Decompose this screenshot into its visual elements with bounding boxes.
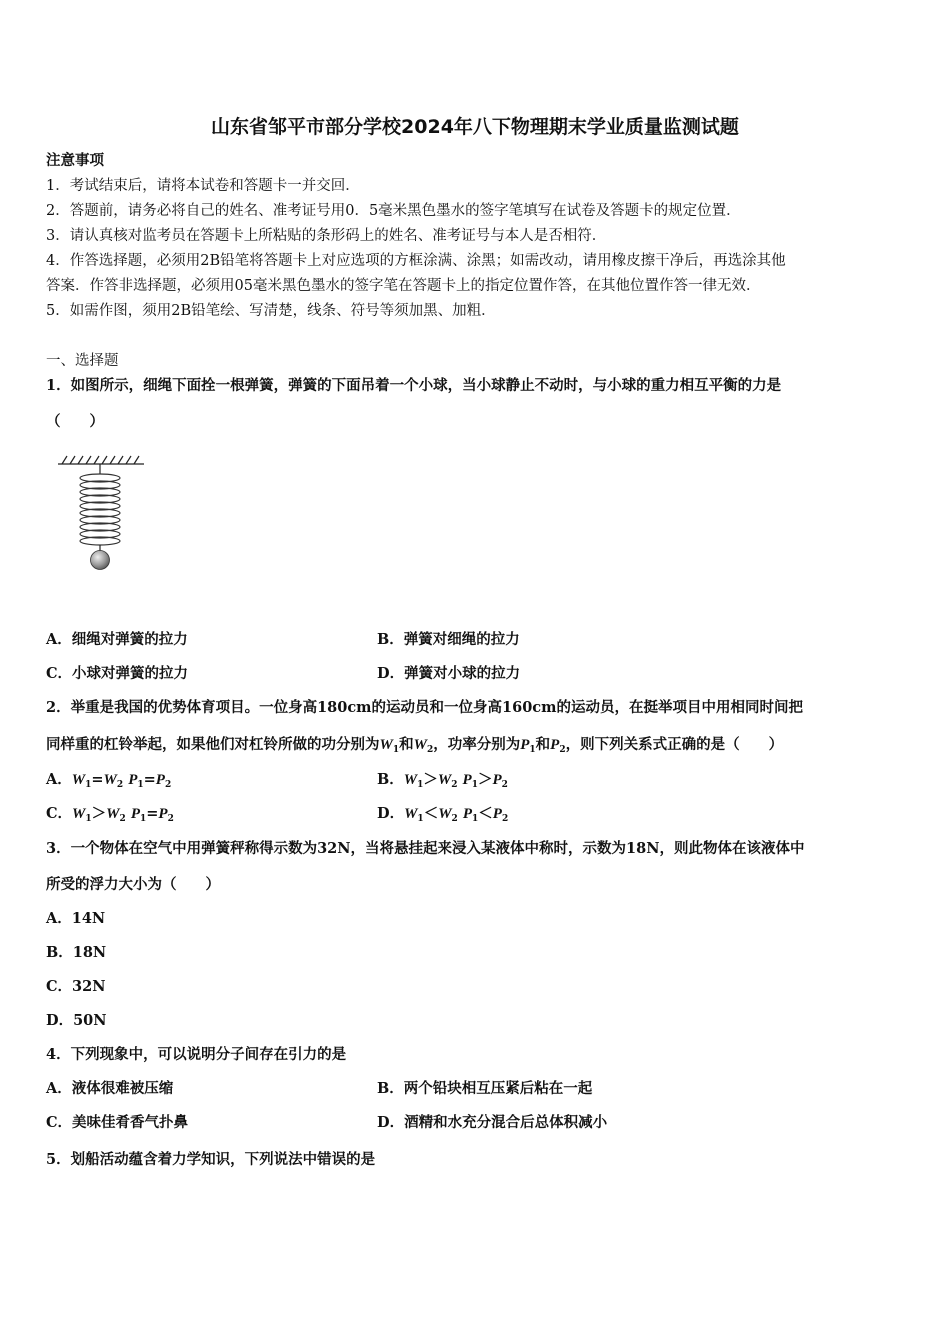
notice-line-2: 2．答题前，请务必将自己的姓名、准考证号用0．5毫米黑色墨水的签字笔填写在试卷及答题卡的规定位置． bbox=[46, 203, 741, 219]
notice-line-1: 1．考试结束后，请将本试卷和答题卡一并交回． bbox=[46, 178, 360, 194]
section-heading: 一、选择题 bbox=[46, 353, 119, 369]
notice-line-6: 5．如需作图，须用2B铅笔绘、写清楚，线条、符号等须加黑、加粗． bbox=[46, 303, 496, 319]
q4-stem: 4．下列现象中，可以说明分子间存在引力的是 bbox=[46, 1046, 347, 1063]
q3-option-c: C．32N bbox=[46, 978, 106, 995]
q2-option-d: D．$W_1<W_2$ $P_1<P_2$ bbox=[377, 805, 509, 824]
q3-option-b: B．18N bbox=[46, 944, 107, 961]
q2-option-c: C．$W_1>W_2$ $P_1=P_2$ bbox=[46, 805, 174, 824]
spring-ball-figure bbox=[56, 452, 148, 580]
q3-option-d: D．50N bbox=[46, 1012, 107, 1029]
q5-stem: 5．划船活动蕴含着力学知识，下列说法中错误的是 bbox=[46, 1151, 376, 1168]
q1-paren: （ ） bbox=[46, 413, 104, 430]
notice-line-5: 答案．作答非选择题，必须用05毫米黑色墨水的签字笔在答题卡上的指定位置作答，在其他位置作答一律无效． bbox=[46, 278, 761, 294]
q1-option-a: A．细绳对弹簧的拉力 bbox=[46, 631, 188, 648]
q4-option-c: C．美味佳肴香气扑鼻 bbox=[46, 1114, 189, 1131]
q1-option-b: B．弹簧对细绳的拉力 bbox=[377, 631, 520, 648]
q2-option-a: A．$W_1=W_2$ $P_1=P_2$ bbox=[46, 771, 172, 790]
q4-option-a: A．液体很难被压缩 bbox=[46, 1080, 174, 1097]
q3-line-2: 所受的浮力大小为（ ） bbox=[46, 876, 220, 893]
q1-option-c: C．小球对弹簧的拉力 bbox=[46, 665, 189, 682]
q2-option-b: B．$W_1>W_2$ $P_1>P_2$ bbox=[377, 771, 508, 790]
q3-option-a: A．14N bbox=[46, 910, 106, 927]
ceiling-hatch bbox=[58, 456, 144, 464]
q2-line-1: 2．举重是我国的优势体育项目。一位身高180cm的运动员和一位身高160cm的运动员，在挺举项目中用相同时间把 bbox=[46, 699, 803, 716]
notice-line-4: 4．作答选择题，必须用2B铅笔将答题卡上对应选项的方框涂满、涂黑；如需改动，请用橡皮擦干净后，再选涂其他 bbox=[46, 253, 786, 269]
q1-option-d: D．弹簧对小球的拉力 bbox=[377, 665, 521, 682]
notice-line-3: 3．请认真核对监考员在答题卡上所粘贴的条形码上的姓名、准考证号与本人是否相符． bbox=[46, 228, 607, 244]
q1-stem: 1．如图所示，细绳下面拴一根弹簧，弹簧的下面吊着一个小球，当小球静止不动时，与小球的重力相互平衡的力是 bbox=[46, 377, 782, 394]
q4-option-d: D．酒精和水充分混合后总体积减小 bbox=[377, 1114, 608, 1131]
spring bbox=[80, 474, 120, 545]
notice-heading: 注意事项 bbox=[46, 152, 104, 169]
q4-option-b: B．两个铅块相互压紧后粘在一起 bbox=[377, 1080, 593, 1097]
q2-line-2: 同样重的杠铃举起，如果他们对杠铃所做的功分别为$W_1$和$W_2$，功率分别为$P_1$和$P_2$，则下列关系式正确的是（ ） bbox=[46, 736, 784, 755]
page-title: 山东省邹平市部分学校2024年八下物理期末学业质量监测试题 bbox=[211, 116, 739, 138]
q3-line-1: 3．一个物体在空气中用弹簧秤称得示数为32N，当将悬挂起来浸入某液体中称时，示数为18N，则此物体在该液体中 bbox=[46, 840, 805, 857]
ball bbox=[91, 551, 110, 570]
